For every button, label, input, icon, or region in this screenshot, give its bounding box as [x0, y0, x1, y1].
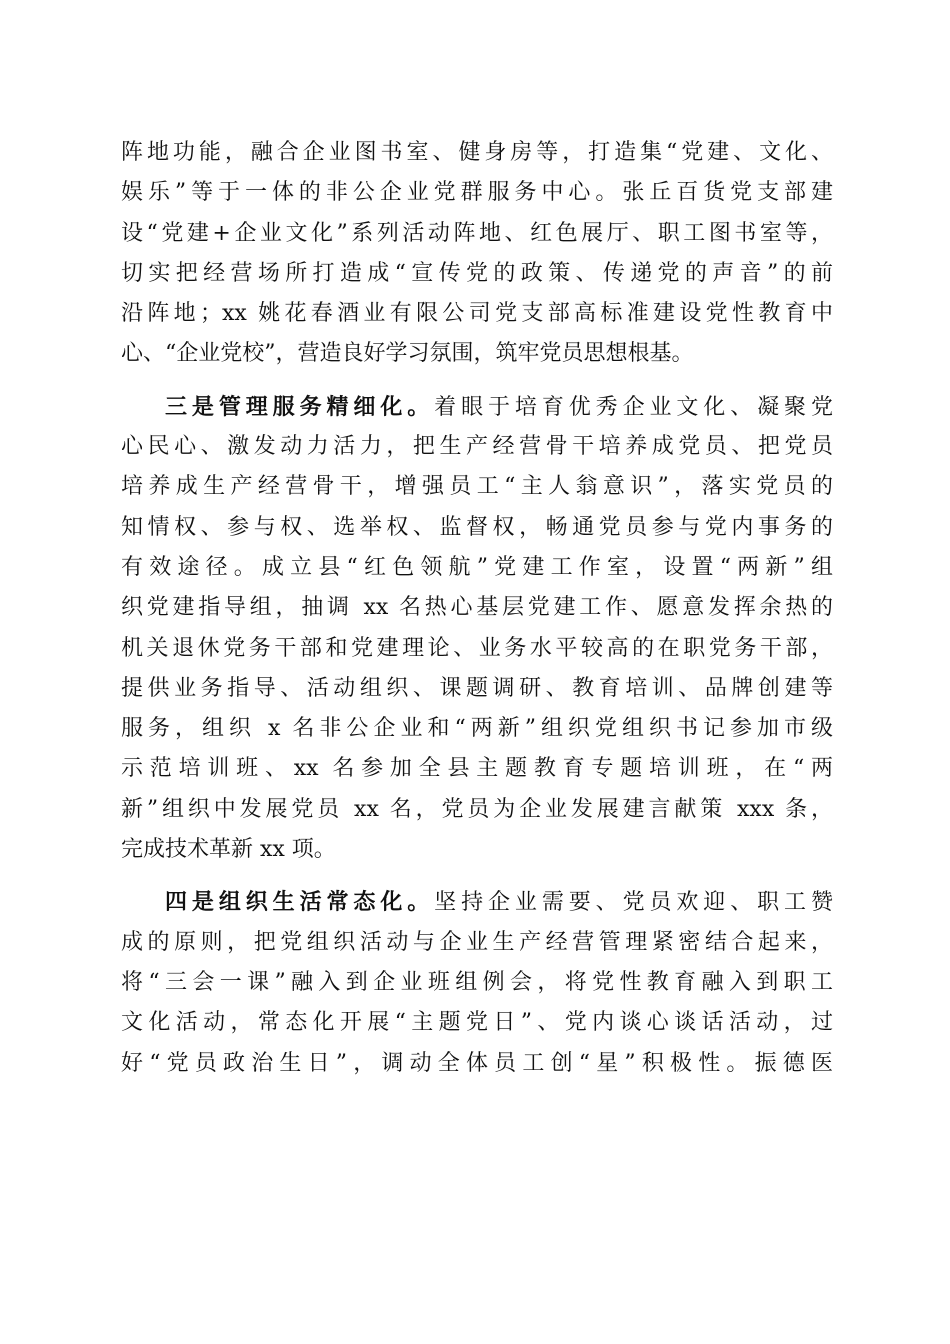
text-line [121, 387, 833, 427]
text-line: 文化活动，常态化开展“主题党日”、党内谈心谈话活动，过 [121, 1010, 833, 1036]
text-line: 有效途径。成立县“红色领航”党建工作室，设置“两新”组 [121, 554, 833, 580]
text-line: 心、“企业党校”，营造良好学习氛围，筑牢党员思想根基。 [121, 341, 694, 367]
text-line: 织党建指导组，抽调 xx 名热心基层党建工作、愿意发挥余热的 [121, 595, 833, 621]
text-line: 提供业务指导、活动组织、课题调研、教育培训、品牌创建等 [121, 675, 833, 701]
text-run: 坚持企业需要、党员欢迎、职工赞 [434, 890, 833, 916]
text-line: 将“三会一课”融入到企业班组例会，将党性教育融入到职工 [121, 969, 833, 995]
text-line: 切实把经营场所打造成“宣传党的政策、传递党的声音”的前 [121, 260, 833, 286]
text-line [121, 882, 833, 922]
paragraph-heading: 四是组织生活常态化。 [165, 889, 435, 916]
paragraph-1 [121, 133, 833, 375]
paragraph-heading: 三是管理服务精细化。 [165, 393, 435, 420]
text-line: 娱乐”等于一体的非公企业党群服务中心。张丘百货党支部建 [121, 180, 833, 206]
text-line: 示范培训班、xx 名参加全县主题教育专题培训班，在“两 [121, 756, 833, 782]
text-line: 服务，组织 x 名非公企业和“两新”组织党组织书记参加市级 [121, 716, 833, 742]
paragraph-2 [121, 387, 833, 871]
text-line: 沿阵地；xx 姚花春酒业有限公司党支部高标准建设党性教育中 [121, 301, 833, 327]
text-line: 知情权、参与权、选举权、监督权，畅通党员参与党内事务的 [121, 514, 833, 540]
text-run: 着眼于培育优秀企业文化、凝聚党 [434, 394, 833, 420]
text-line: 设“党建+企业文化”系列活动阵地、红色展厅、职工图书室等， [121, 220, 833, 246]
document-body [121, 133, 833, 1084]
text-line: 新”组织中发展党员 xx 名，党员为企业发展建言献策 xxx 条， [121, 796, 833, 822]
text-line: 好“党员政治生日”，调动全体员工创“星”积极性。振德医 [121, 1050, 833, 1076]
paragraph-3 [121, 882, 833, 1083]
text-line: 机关退休党务干部和党建理论、业务水平较高的在职党务干部， [121, 635, 833, 661]
text-line: 阵地功能，融合企业图书室、健身房等，打造集“党建、文化、 [121, 140, 833, 165]
text-line: 心民心、激发动力活力，把生产经营骨干培养成党员、把党员 [121, 434, 833, 460]
text-line: 完成技术革新 xx 项。 [121, 837, 336, 863]
text-line: 成的原则，把党组织活动与企业生产经营管理紧密结合起来， [121, 929, 833, 955]
text-line: 培养成生产经营骨干，增强员工“主人翁意识”，落实党员的 [121, 474, 833, 500]
